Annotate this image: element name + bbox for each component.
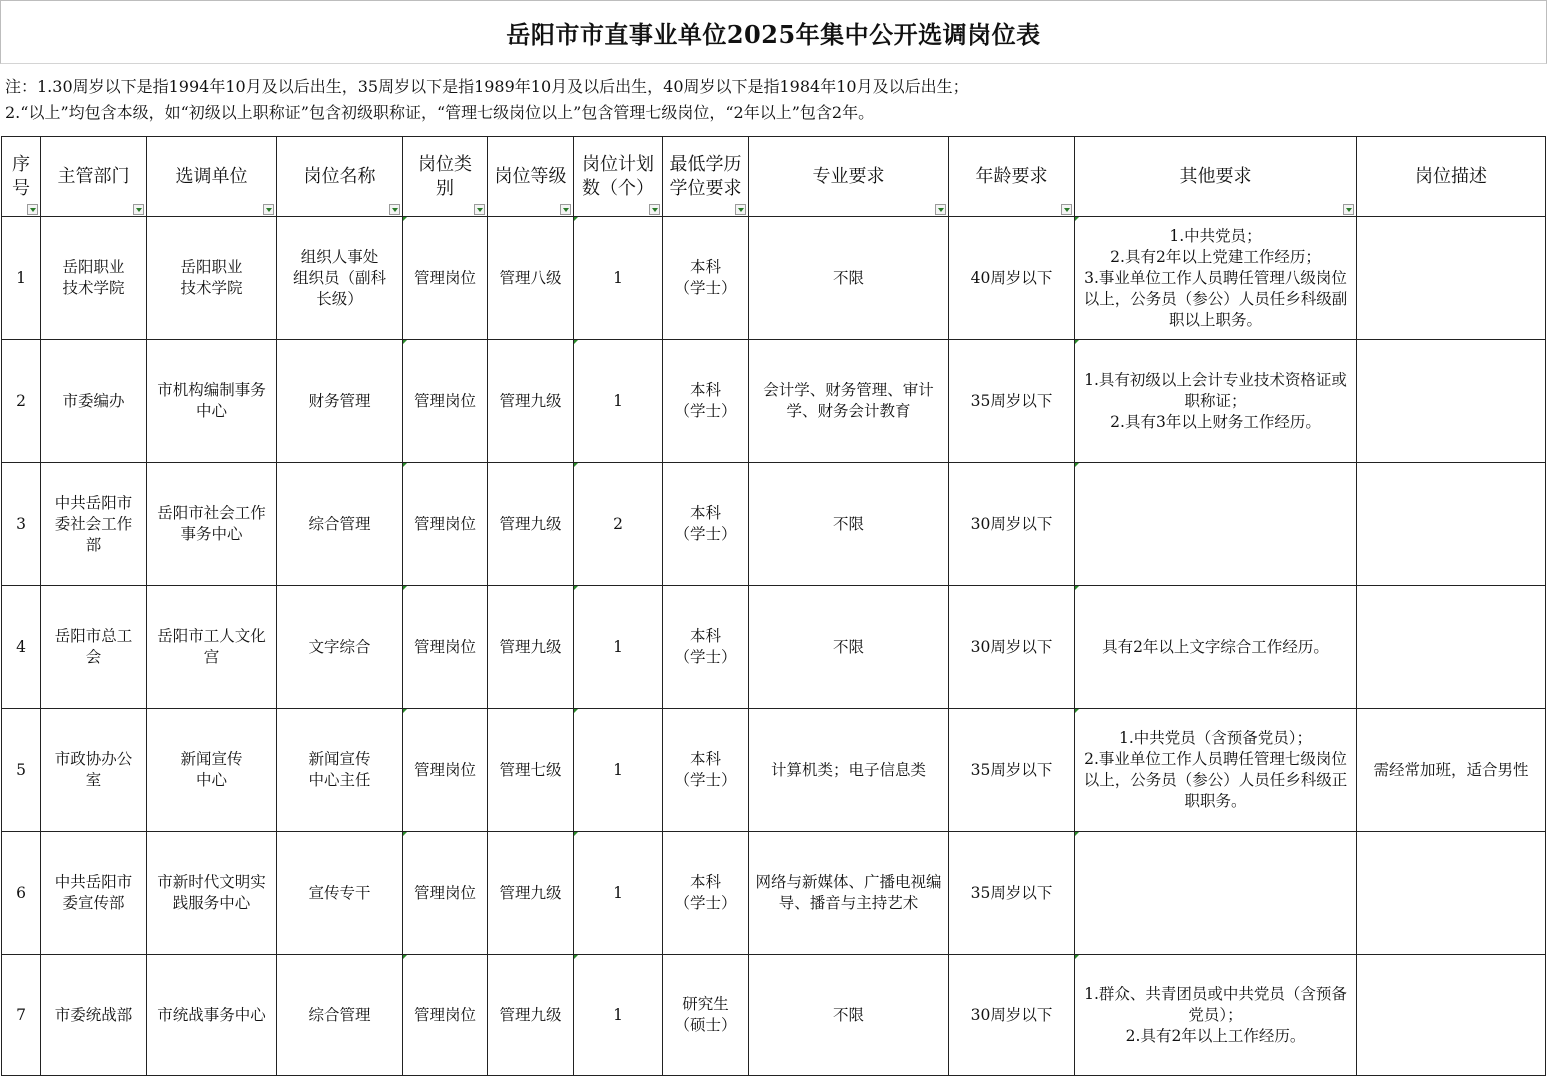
positions-table	[1, 136, 1546, 1076]
cell-text: 市统战事务中心	[157, 1005, 266, 1024]
cell-text: 管理九级	[499, 1005, 562, 1024]
table-row	[2, 832, 1546, 955]
cell-description[interactable]	[1357, 955, 1546, 1076]
header-label: 岗位等级	[494, 165, 567, 187]
cell-text: 1	[613, 268, 623, 287]
table-row	[2, 586, 1546, 709]
cell-education[interactable]	[663, 586, 749, 709]
cell-post-level[interactable]	[488, 955, 574, 1076]
cell-text: 35周岁以下	[970, 760, 1053, 779]
header-seq[interactable]	[2, 137, 41, 217]
filter-dropdown-icon[interactable]	[263, 204, 274, 215]
header-other-requirements[interactable]	[1075, 137, 1357, 217]
cell-text: 5	[16, 760, 26, 779]
cell-post-type[interactable]	[403, 217, 488, 340]
header-label: 年龄要求	[975, 165, 1048, 187]
cell-major[interactable]	[749, 832, 949, 955]
cell-text: 1	[613, 760, 623, 779]
filter-dropdown-icon[interactable]	[1061, 204, 1072, 215]
cell-text: 1	[16, 268, 26, 287]
header-unit[interactable]	[147, 137, 277, 217]
cell-text: 本科 （学士）	[674, 381, 737, 420]
cell-description[interactable]	[1357, 709, 1546, 832]
cell-post-type[interactable]	[403, 832, 488, 955]
cell-text: 管理九级	[499, 883, 562, 902]
cell-text: 本科 （学士）	[674, 627, 737, 666]
header-post-type[interactable]	[403, 137, 488, 217]
table-row	[2, 463, 1546, 586]
cell-text: 35周岁以下	[970, 883, 1053, 902]
cell-text: 管理岗位	[413, 760, 476, 779]
cell-text: 管理九级	[499, 637, 562, 656]
cell-department[interactable]	[41, 340, 147, 463]
cell-text: 综合管理	[308, 1005, 371, 1024]
cell-text: 本科 （学士）	[674, 750, 737, 789]
cell-text: 1.中共党员； 2.具有2年以上党建工作经历； 3.事业单位工作人员聘任管理八级岗位以上，公务员（参公）人员任乡科级副职以上职务。	[1083, 226, 1348, 329]
table-header-row	[2, 137, 1546, 217]
cell-error-indicator-icon	[1075, 709, 1079, 713]
cell-text: 管理岗位	[413, 391, 476, 410]
header-label: 主管部门	[57, 165, 130, 187]
cell-text: 7	[16, 1005, 26, 1024]
cell-text: 研究生 （硕士）	[674, 995, 737, 1034]
cell-text: 岳阳市社会工作 事务中心	[157, 504, 266, 543]
header-label: 岗位计划 数（个）	[582, 153, 654, 199]
cell-text: 市政协办公 室	[54, 750, 133, 789]
filter-dropdown-icon[interactable]	[1343, 204, 1354, 215]
cell-plan-count[interactable]	[574, 832, 663, 955]
header-major[interactable]	[749, 137, 949, 217]
cell-seq[interactable]	[2, 832, 41, 955]
header-plan-count[interactable]	[574, 137, 663, 217]
cell-department[interactable]	[41, 463, 147, 586]
cell-age[interactable]	[949, 832, 1075, 955]
cell-other-requirements[interactable]	[1075, 340, 1357, 463]
header-label: 岗位描述	[1415, 165, 1487, 187]
cell-other-requirements[interactable]	[1075, 463, 1357, 586]
cell-error-indicator-icon	[403, 340, 407, 344]
header-label: 选调单位	[175, 165, 248, 187]
cell-text: 40周岁以下	[970, 268, 1053, 287]
cell-text: 不限	[832, 637, 864, 656]
cell-error-indicator-icon	[574, 832, 578, 836]
cell-text: 2	[16, 391, 26, 410]
cell-age[interactable]	[949, 586, 1075, 709]
cell-plan-count[interactable]	[574, 955, 663, 1076]
cell-post-name[interactable]	[277, 955, 403, 1076]
cell-text: 市委统战部	[54, 1005, 133, 1024]
cell-error-indicator-icon	[1075, 586, 1079, 590]
cell-error-indicator-icon	[403, 217, 407, 221]
cell-error-indicator-icon	[403, 463, 407, 467]
cell-major[interactable]	[749, 586, 949, 709]
cell-major[interactable]	[749, 463, 949, 586]
cell-post-type[interactable]	[403, 463, 488, 586]
cell-unit[interactable]	[147, 709, 277, 832]
cell-text: 计算机类；电子信息类	[770, 760, 926, 779]
cell-education[interactable]	[663, 340, 749, 463]
header-post-level[interactable]	[488, 137, 574, 217]
header-post-name[interactable]	[277, 137, 403, 217]
cell-text: 不限	[832, 1005, 864, 1024]
cell-age[interactable]	[949, 340, 1075, 463]
cell-unit[interactable]	[147, 832, 277, 955]
filter-dropdown-icon[interactable]	[560, 204, 571, 215]
header-label: 其他要求	[1179, 165, 1252, 187]
cell-text: 管理岗位	[413, 268, 476, 287]
cell-description[interactable]	[1357, 340, 1546, 463]
header-label: 序 号	[12, 153, 30, 199]
cell-post-level[interactable]	[488, 832, 574, 955]
header-label: 岗位名称	[303, 165, 376, 187]
cell-text: 新闻宣传 中心主任	[308, 750, 371, 789]
cell-unit[interactable]	[147, 955, 277, 1076]
cell-unit[interactable]	[147, 217, 277, 340]
cell-post-type[interactable]	[403, 586, 488, 709]
cell-error-indicator-icon	[574, 955, 578, 959]
cell-error-indicator-icon	[574, 586, 578, 590]
cell-age[interactable]	[949, 709, 1075, 832]
cell-text: 市委编办	[62, 391, 125, 410]
cell-post-type[interactable]	[403, 955, 488, 1076]
cell-age[interactable]	[949, 955, 1075, 1076]
cell-plan-count[interactable]	[574, 463, 663, 586]
cell-plan-count[interactable]	[574, 709, 663, 832]
cell-other-requirements[interactable]	[1075, 709, 1357, 832]
header-description[interactable]	[1357, 137, 1546, 217]
cell-text: 新闻宣传 中心	[180, 750, 243, 789]
cell-department[interactable]	[41, 217, 147, 340]
cell-text: 综合管理	[308, 514, 371, 533]
cell-education[interactable]	[663, 955, 749, 1076]
cell-other-requirements[interactable]	[1075, 832, 1357, 955]
cell-text: 管理九级	[499, 391, 562, 410]
cell-major[interactable]	[749, 340, 949, 463]
cell-age[interactable]	[949, 217, 1075, 340]
cell-text: 市机构编制事务 中心	[157, 381, 266, 420]
cell-department[interactable]	[41, 832, 147, 955]
cell-seq[interactable]	[2, 217, 41, 340]
header-label: 专业要求	[812, 165, 885, 187]
table-row	[2, 217, 1546, 340]
cell-text: 中共岳阳市 委宣传部	[54, 873, 133, 912]
cell-text: 具有2年以上文字综合工作经历。	[1102, 637, 1329, 656]
cell-text: 网络与新媒体、广播电视编导、播音与主持艺术	[755, 873, 942, 912]
cell-text: 35周岁以下	[970, 391, 1053, 410]
table-row	[2, 340, 1546, 463]
cell-error-indicator-icon	[574, 463, 578, 467]
cell-text: 财务管理	[308, 391, 371, 410]
cell-text: 岳阳市总工 会	[54, 627, 133, 666]
cell-age[interactable]	[949, 463, 1075, 586]
cell-text: 不限	[832, 514, 864, 533]
cell-text: 3	[16, 514, 26, 533]
cell-text: 1	[613, 883, 623, 902]
filter-dropdown-icon[interactable]	[935, 204, 946, 215]
filter-dropdown-icon[interactable]	[474, 204, 485, 215]
cell-post-type[interactable]	[403, 340, 488, 463]
cell-unit[interactable]	[147, 463, 277, 586]
cell-education[interactable]	[663, 832, 749, 955]
cell-text: 管理岗位	[413, 637, 476, 656]
cell-other-requirements[interactable]	[1075, 217, 1357, 340]
cell-seq[interactable]	[2, 340, 41, 463]
cell-text: 6	[16, 883, 26, 902]
cell-education[interactable]	[663, 709, 749, 832]
cell-description[interactable]	[1357, 217, 1546, 340]
cell-error-indicator-icon	[1075, 955, 1079, 959]
header-label: 岗位类 别	[418, 153, 472, 199]
filter-dropdown-icon[interactable]	[389, 204, 400, 215]
cell-text: 管理岗位	[413, 514, 476, 533]
cell-text: 管理九级	[499, 514, 562, 533]
cell-department[interactable]	[41, 955, 147, 1076]
cell-error-indicator-icon	[574, 340, 578, 344]
cell-unit[interactable]	[147, 586, 277, 709]
cell-text: 管理岗位	[413, 883, 476, 902]
cell-error-indicator-icon	[1075, 463, 1079, 467]
cell-plan-count[interactable]	[574, 217, 663, 340]
cell-description[interactable]	[1357, 832, 1546, 955]
cell-text: 2	[613, 514, 623, 533]
cell-error-indicator-icon	[403, 832, 407, 836]
cell-post-name[interactable]	[277, 832, 403, 955]
cell-text: 本科 （学士）	[674, 504, 737, 543]
filter-dropdown-icon[interactable]	[649, 204, 660, 215]
cell-education[interactable]	[663, 217, 749, 340]
cell-error-indicator-icon	[574, 709, 578, 713]
cell-post-level[interactable]	[488, 217, 574, 340]
header-department[interactable]	[41, 137, 147, 217]
table-body	[2, 217, 1546, 1076]
cell-error-indicator-icon	[403, 709, 407, 713]
cell-department[interactable]	[41, 586, 147, 709]
header-age[interactable]	[949, 137, 1075, 217]
cell-seq[interactable]	[2, 709, 41, 832]
cell-text: 30周岁以下	[970, 514, 1053, 533]
cell-text: 岳阳市工人文化 宫	[157, 627, 266, 666]
table-row	[2, 709, 1546, 832]
cell-text: 1	[613, 1005, 623, 1024]
table-row	[2, 955, 1546, 1076]
cell-text: 不限	[832, 268, 864, 287]
cell-text: 需经常加班，适合男性	[1373, 760, 1529, 779]
cell-error-indicator-icon	[403, 586, 407, 590]
sheet-title: 岳阳市市直事业单位2025年集中公开选调岗位表	[0, 0, 1547, 64]
cell-post-name[interactable]	[277, 217, 403, 340]
cell-plan-count[interactable]	[574, 340, 663, 463]
cell-text: 管理岗位	[413, 1005, 476, 1024]
cell-error-indicator-icon	[403, 955, 407, 959]
cell-other-requirements[interactable]	[1075, 586, 1357, 709]
filter-dropdown-icon[interactable]	[27, 204, 38, 215]
header-education[interactable]	[663, 137, 749, 217]
header-label: 最低学历 学位要求	[669, 153, 742, 199]
cell-text: 本科 （学士）	[674, 873, 737, 912]
cell-text: 岳阳职业 技术学院	[62, 258, 125, 297]
cell-plan-count[interactable]	[574, 586, 663, 709]
cell-text: 1.群众、共青团员或中共党员（含预备党员）； 2.具有2年以上工作经历。	[1084, 984, 1347, 1045]
cell-major[interactable]	[749, 709, 949, 832]
cell-text: 文字综合	[308, 637, 371, 656]
cell-error-indicator-icon	[1075, 217, 1079, 221]
cell-text: 组织人事处 组织员（副科 长级）	[292, 247, 386, 308]
cell-post-level[interactable]	[488, 709, 574, 832]
filter-dropdown-icon[interactable]	[735, 204, 746, 215]
cell-post-name[interactable]	[277, 340, 403, 463]
cell-text: 1.具有初级以上会计专业技术资格证或职称证； 2.具有3年以上财务工作经历。	[1084, 370, 1347, 431]
cell-text: 管理七级	[499, 760, 562, 779]
cell-education[interactable]	[663, 463, 749, 586]
cell-seq[interactable]	[2, 955, 41, 1076]
cell-post-level[interactable]	[488, 463, 574, 586]
cell-department[interactable]	[41, 709, 147, 832]
cell-error-indicator-icon	[574, 217, 578, 221]
cell-post-type[interactable]	[403, 709, 488, 832]
cell-text: 本科 （学士）	[674, 258, 737, 297]
cell-text: 管理八级	[499, 268, 562, 287]
note-line-2: 2.“以上”均包含本级，如“初级以上职称证”包含初级职称证，“管理七级岗位以上”包含管理七级岗位，“2年以上”包含2年。	[5, 103, 875, 122]
filter-dropdown-icon[interactable]	[133, 204, 144, 215]
cell-description[interactable]	[1357, 463, 1546, 586]
note-line-1: 注：1.30周岁以下是指1994年10月及以后出生，35周岁以下是指1989年10月及以后出生，40周岁以下是指1984年10月及以后出生；	[5, 77, 969, 96]
cell-text: 4	[16, 637, 26, 656]
cell-description[interactable]	[1357, 586, 1546, 709]
cell-text: 30周岁以下	[970, 1005, 1053, 1024]
cell-text: 中共岳阳市 委社会工作 部	[54, 493, 133, 554]
cell-error-indicator-icon	[1075, 340, 1079, 344]
cell-post-level[interactable]	[488, 340, 574, 463]
cell-other-requirements[interactable]	[1075, 955, 1357, 1076]
cell-unit[interactable]	[147, 340, 277, 463]
cell-major[interactable]	[749, 217, 949, 340]
cell-seq[interactable]	[2, 586, 41, 709]
cell-text: 岳阳职业 技术学院	[180, 258, 243, 297]
cell-text: 1	[613, 637, 623, 656]
cell-error-indicator-icon	[1075, 832, 1079, 836]
cell-post-name[interactable]	[277, 586, 403, 709]
cell-seq[interactable]	[2, 463, 41, 586]
cell-text: 市新时代文明实 践服务中心	[157, 873, 266, 912]
cell-text: 30周岁以下	[970, 637, 1053, 656]
cell-text: 宣传专干	[308, 883, 371, 902]
cell-text: 会计学、财务管理、审计学、财务会计教育	[763, 381, 934, 420]
cell-text: 1	[613, 391, 623, 410]
cell-post-level[interactable]	[488, 586, 574, 709]
cell-major[interactable]	[749, 955, 949, 1076]
cell-post-name[interactable]	[277, 709, 403, 832]
cell-text: 1.中共党员（含预备党员）； 2.事业单位工作人员聘任管理七级岗位以上，公务员（参公）人员任乡科级正职职务。	[1083, 729, 1348, 810]
cell-post-name[interactable]	[277, 463, 403, 586]
